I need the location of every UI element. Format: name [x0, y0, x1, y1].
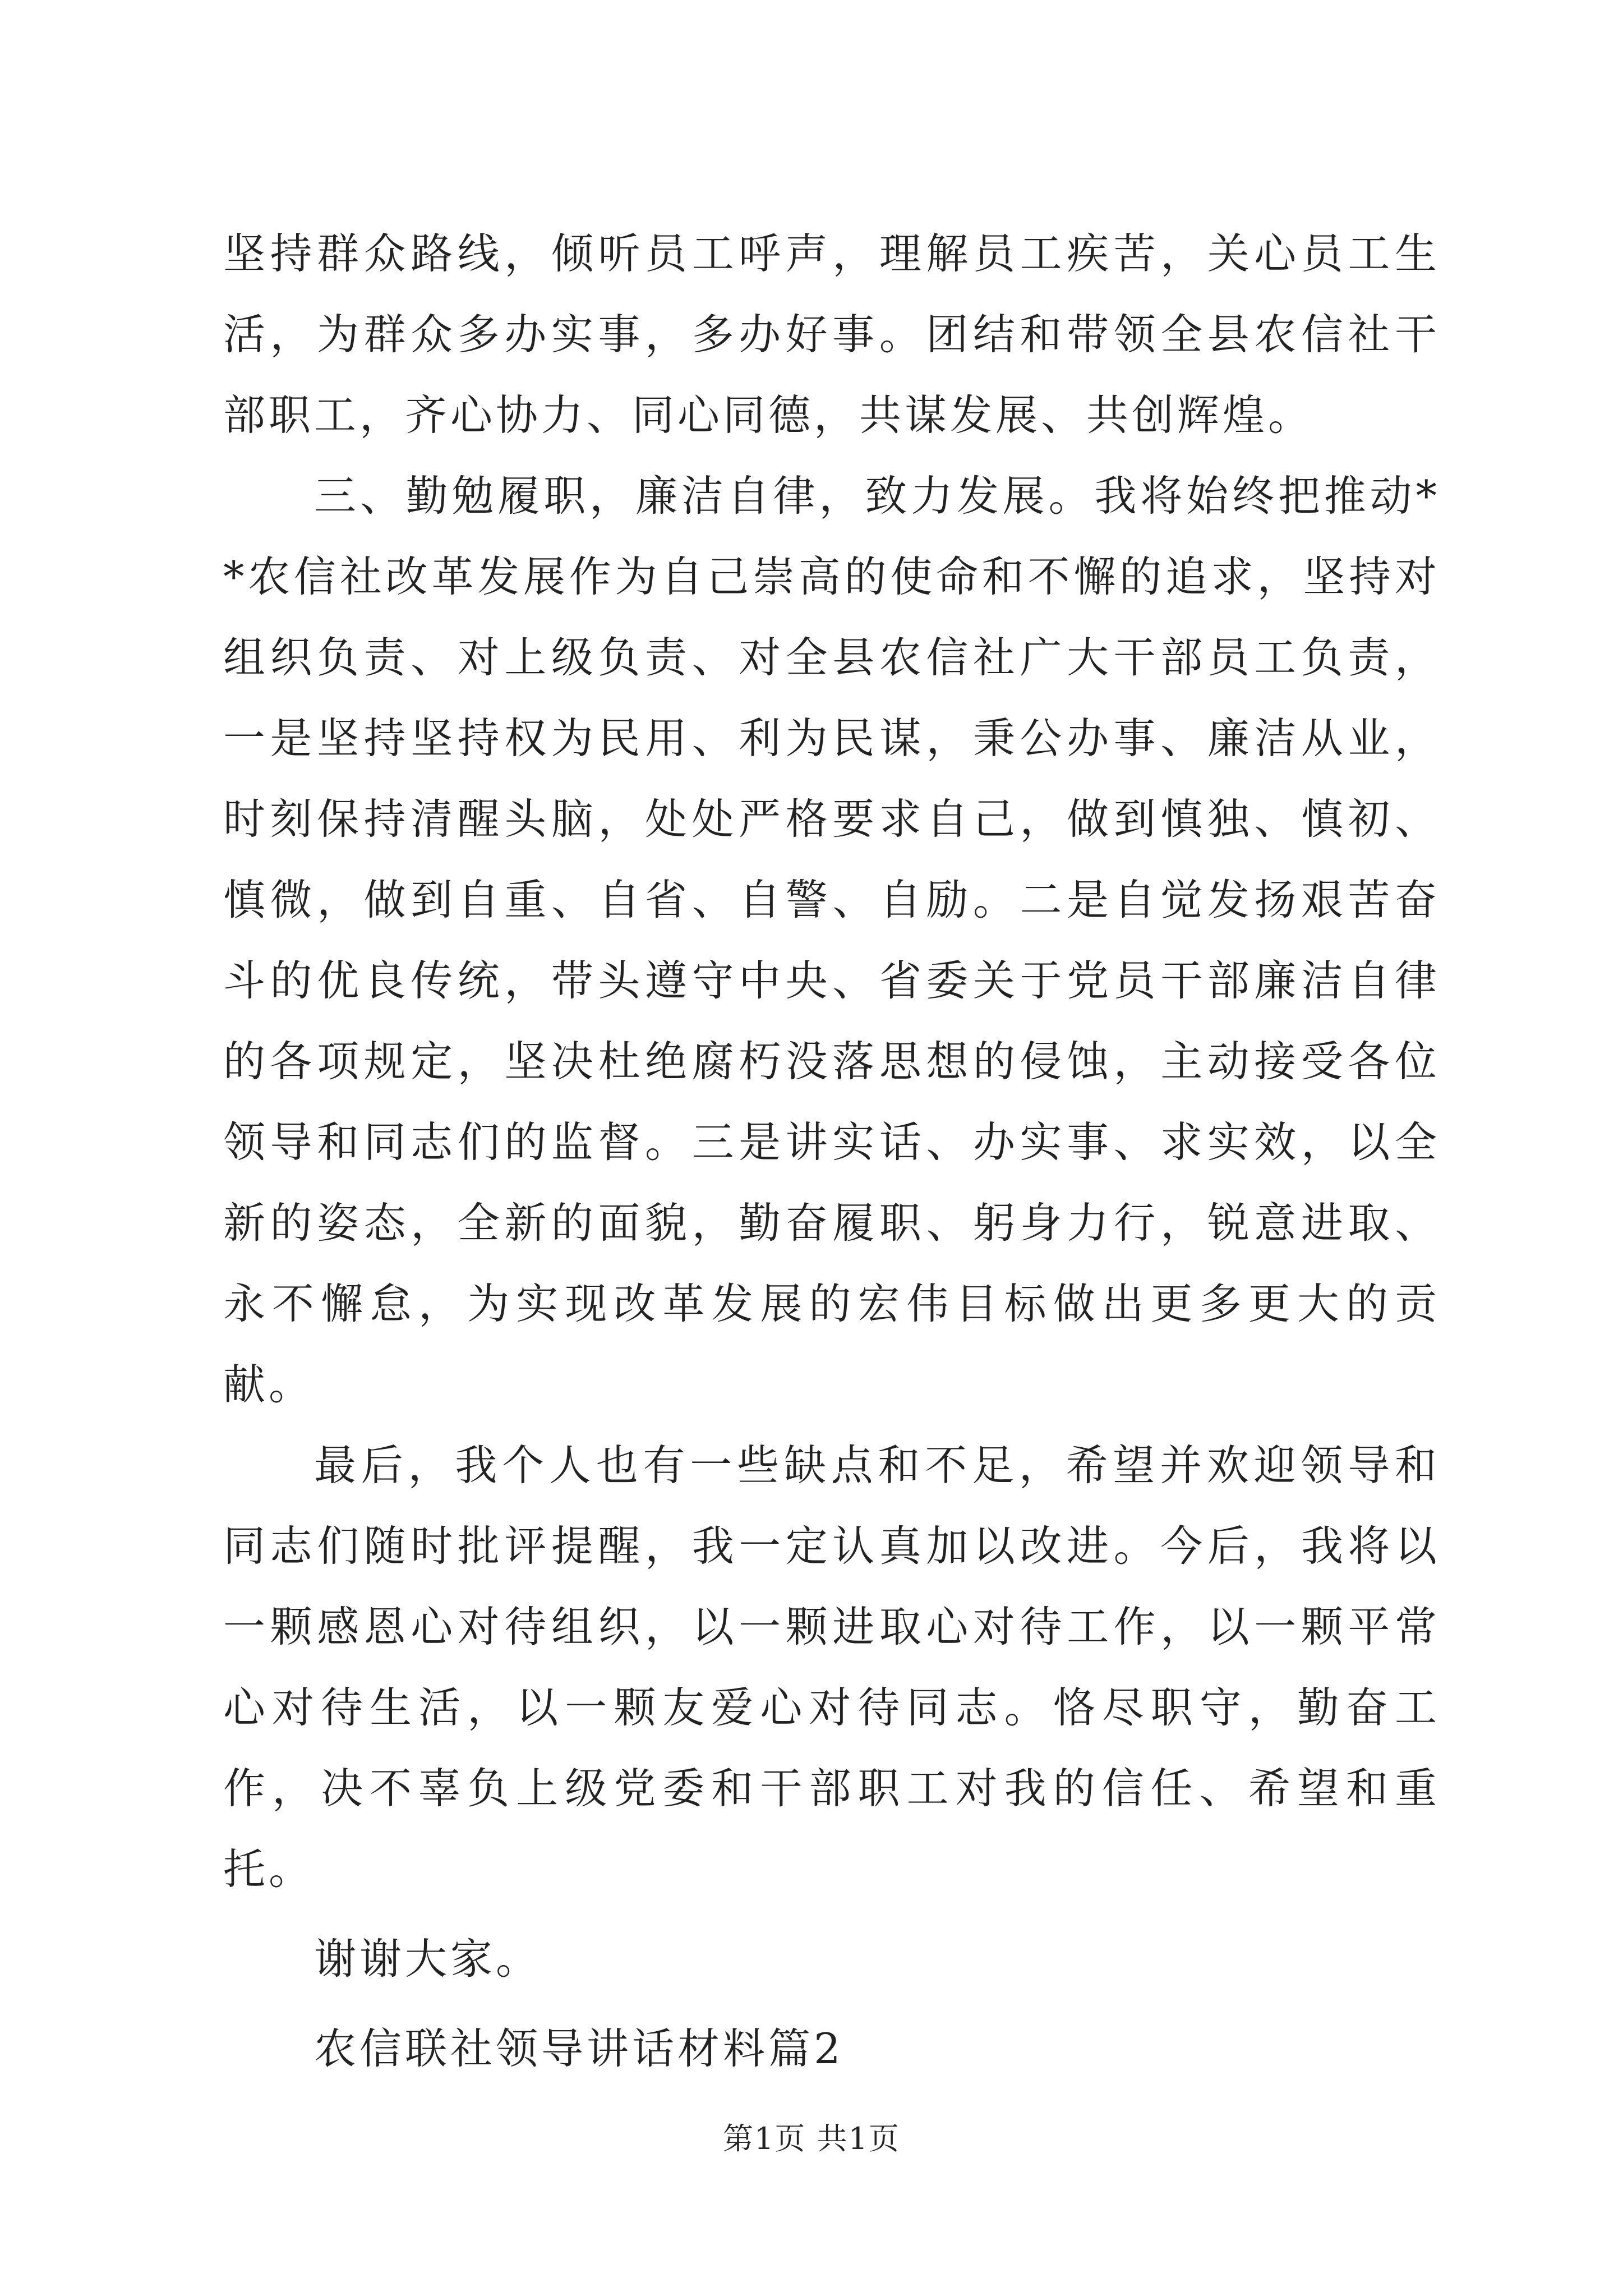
paragraph-closing: 最后，我个人也有一些缺点和不足，希望并欢迎领导和同志们随时批评提醒，我一定认真加以改进。今后，我将以一颗感恩心对待组织，以一颗进取心对待工作，以一颗平常心对待生活，以一颗友爱心对待同志。恪尽职守，勤奋工作，决不辜负上级党委和干部职工对我的信任、希望和重托。 — [223, 1441, 1440, 1894]
paragraph-thanks: 谢谢大家。 — [314, 1934, 542, 1984]
next-section-title: 农信联社领导讲话材料篇2 — [314, 2024, 844, 2073]
paragraph-section-three: 三、勤勉履职，廉洁自律，致力发展。我将始终把推动**农信社改革发展作为自己崇高的使命和不懈的追求，坚持对组织负责、对上级负责、对全县农信社广大干部员工负责，一是坚持坚持权为民用、利为民谋，秉公办事、廉洁从业，时刻保持清醒头脑，处处严格要求自己，做到慎独、慎初、慎微，做到自重、自省、自警、自励。二是自觉发扬艰苦奋斗的优良传统，带头遵守中央、省委关于党员干部廉洁自律的各项规定，坚决杜绝腐朽没落思想的侵蚀，主动接受各位领导和同志们的监督。三是讲实话、办实事、求实效，以全新的姿态，全新的面貌，勤奋履职、躬身力行，锐意进取、永不懈怠，为实现改革发展的宏伟目标做出更多更大的贡献。 — [223, 471, 1440, 1409]
document-body — [223, 213, 1440, 2089]
paragraph-continuation: 坚持群众路线，倾听员工呼声，理解员工疾苦，关心员工生活，为群众多办实事，多办好事。团结和带领全县农信社干部职工，齐心协力、同心同德，共谋发展、共创辉煌。 — [223, 229, 1440, 440]
page-footer: 第1页 共1页 — [723, 2121, 900, 2156]
